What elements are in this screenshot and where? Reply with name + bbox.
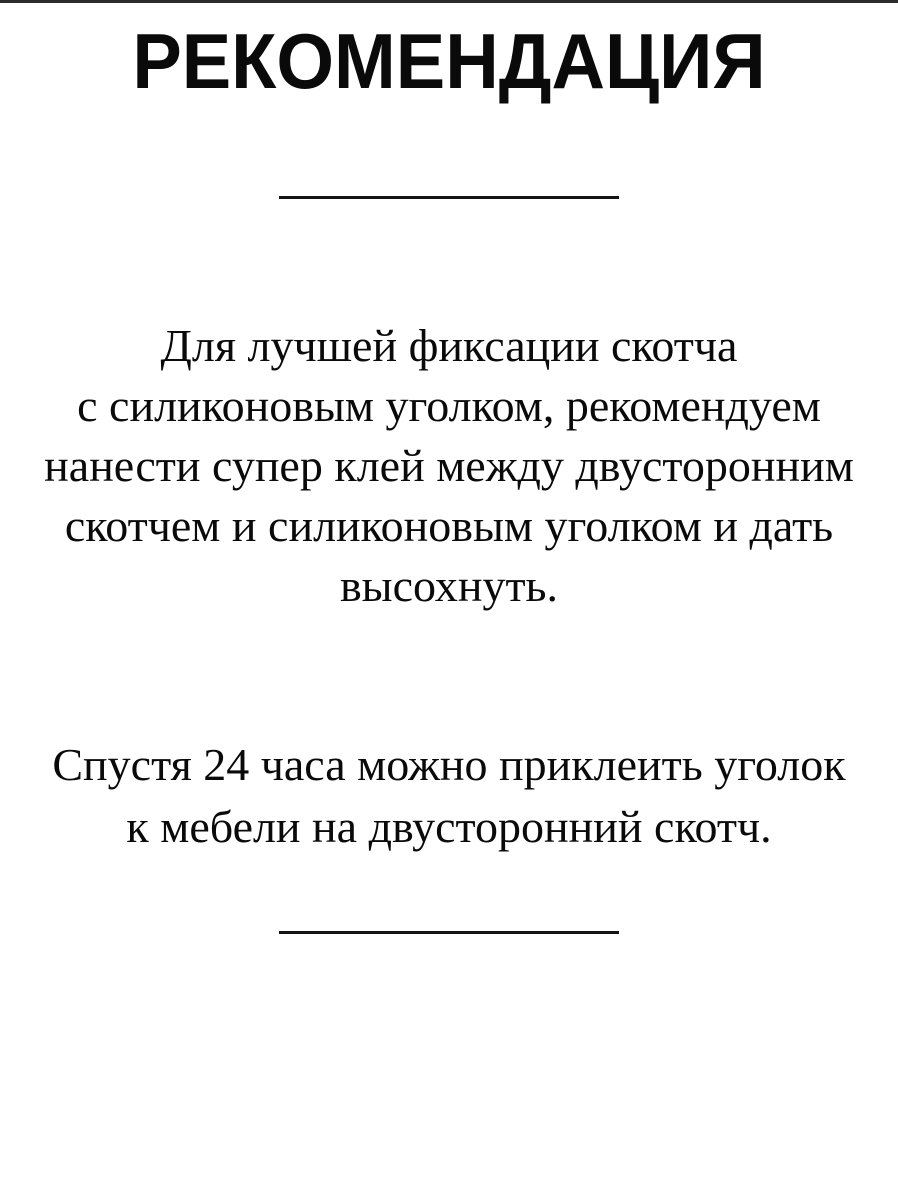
bottom-divider-line: [279, 931, 619, 934]
paragraph-1-line-3: нанести супер клей между двусторонним: [44, 440, 854, 491]
top-border-strip: [0, 0, 898, 3]
paragraph-1-line-4: скотчем и силиконовым уголком и дать: [64, 500, 834, 551]
paragraph-2-line-2: к мебели на двусторонний скотч.: [126, 801, 772, 852]
top-divider-line: [279, 196, 619, 199]
paragraph-2-line-1: Спустя 24 часа можно приклеить уголок: [52, 739, 846, 790]
page-title: РЕКОМЕНДАЦИЯ: [132, 17, 766, 105]
paragraph-1-line-5: высохнуть.: [339, 560, 559, 611]
paragraph-1-line-1: Для лучшей фиксации скотча: [160, 320, 738, 371]
recommendation-paragraph-1: [0, 316, 898, 616]
recommendation-paragraph-2: [0, 734, 898, 858]
paragraph-1-line-2: с силиконовым уголком, рекомендуем: [77, 380, 821, 431]
